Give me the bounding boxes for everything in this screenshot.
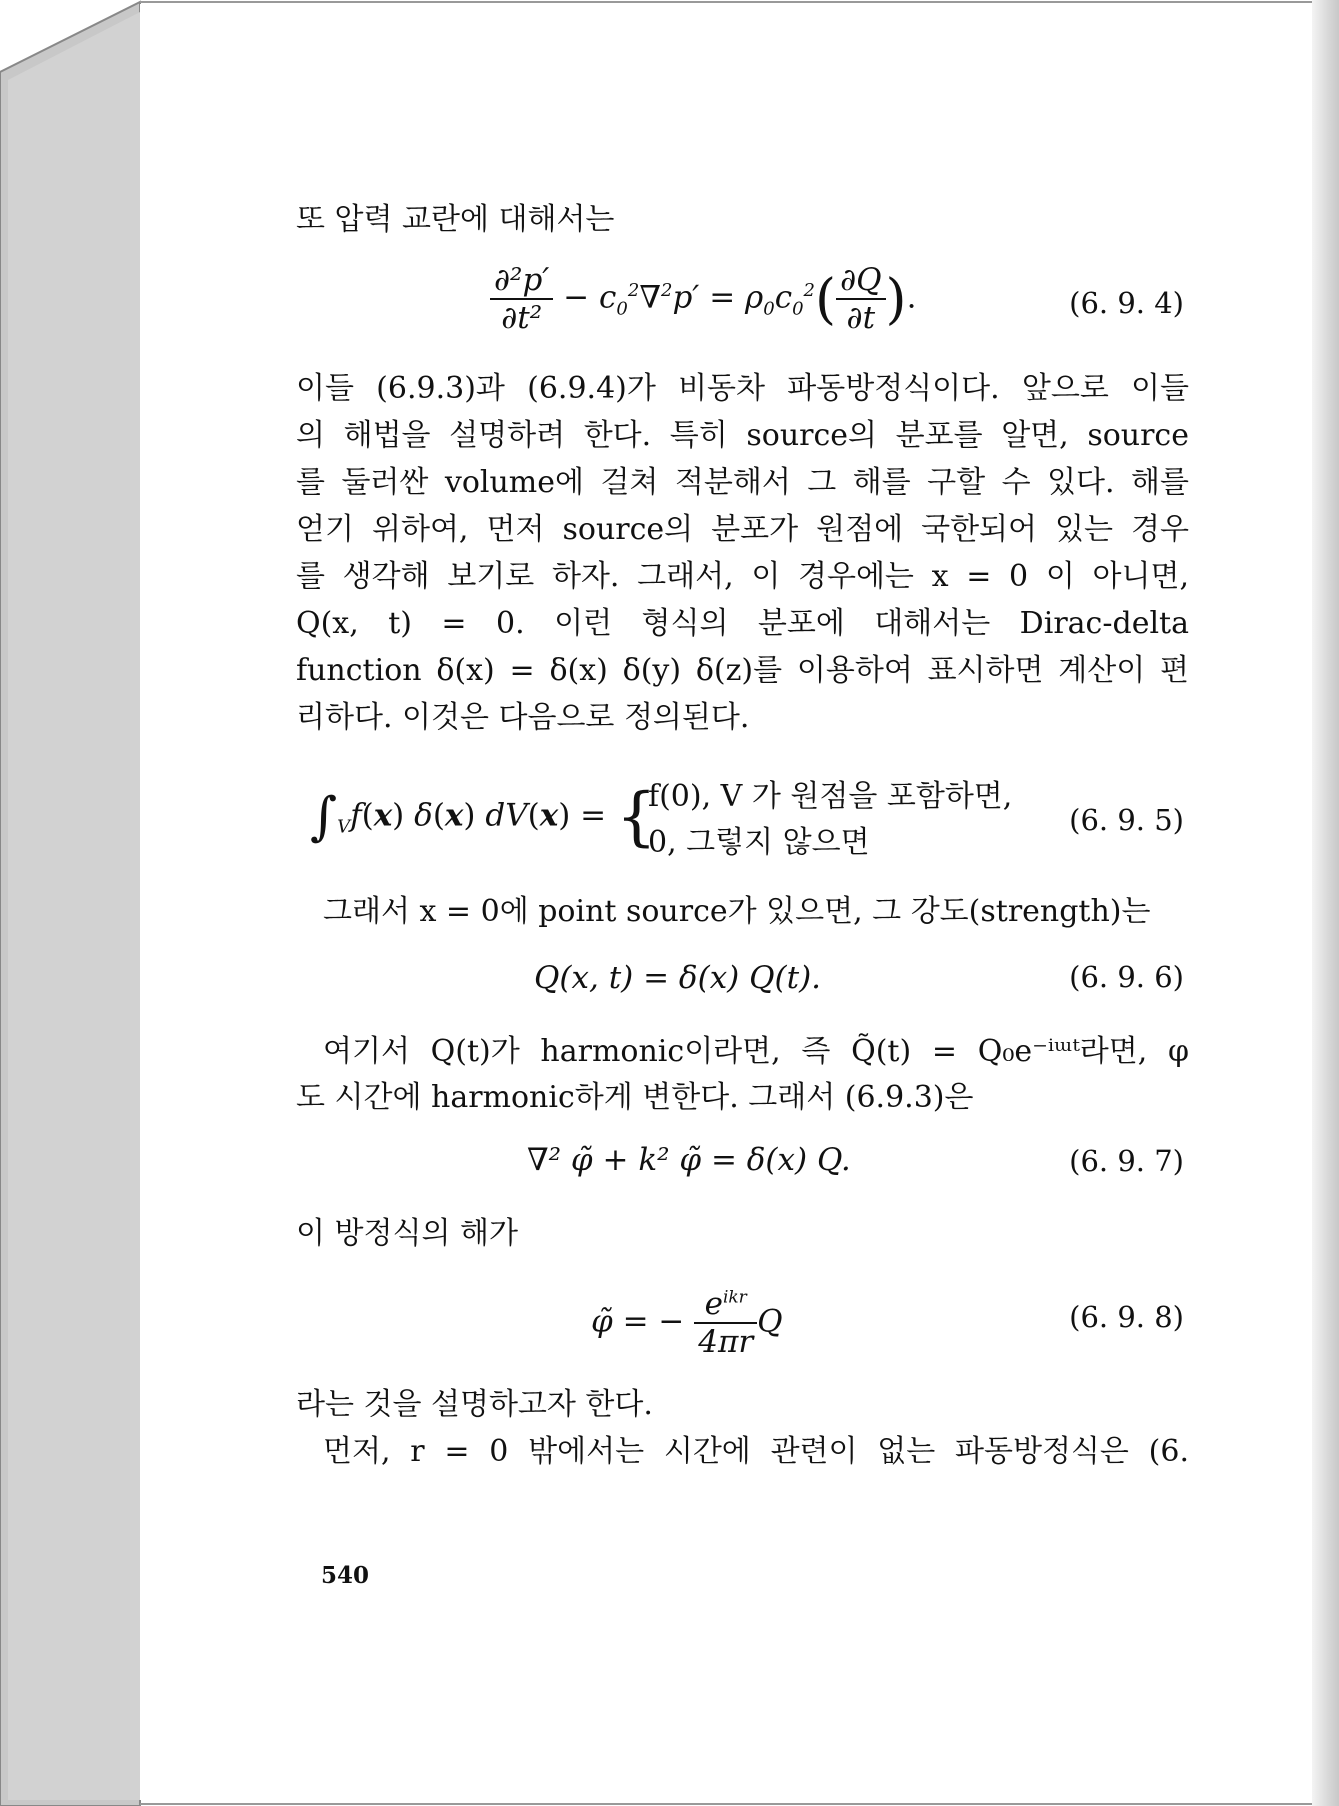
equation-6-9-7: ∇² φ̃ + k² φ̃ = δ(x) Q. bbox=[527, 1142, 851, 1178]
equation-6-9-6: Q(x, t) = δ(x) Q(t). bbox=[534, 960, 822, 996]
case-2: 0, 그렇지 않으면 bbox=[648, 825, 870, 860]
text-line: 여기서 Q(t)가 harmonic이라면, 즉 Q̃(t) = Q₀e⁻ⁱᵚᵗ라면, φ bbox=[323, 1034, 1189, 1069]
text-line: 이들 (6.9.3)과 (6.9.4)가 비동차 파동방정식이다. 앞으로 이들 bbox=[296, 371, 1189, 406]
harmonic-line-1 bbox=[323, 1028, 1189, 1075]
solution-line bbox=[296, 1210, 1189, 1257]
intro-line bbox=[296, 196, 1189, 243]
equation-6-9-8: φ̃ = − $\frac{e^{ikr}}{4\pi r}$ Q bbox=[591, 1286, 783, 1360]
equation-6-9-5: $\int_Vf(x)$ δ(x) dV(x) = { bbox=[310, 780, 657, 854]
page-right-edge bbox=[1312, 0, 1339, 1806]
harmonic-line-2 bbox=[296, 1074, 1189, 1121]
text-line: 그래서 x = 0에 point source가 있으면, 그 강도(strength)는 bbox=[323, 894, 1151, 929]
text-line: 라는 것을 설명하고자 한다. bbox=[296, 1387, 653, 1422]
page-number: 540 bbox=[321, 1562, 370, 1589]
text-line: 리하다. 이것은 다음으로 정의된다. bbox=[296, 700, 750, 735]
case-1: f(0), V 가 원점을 포함하면, bbox=[648, 779, 1013, 814]
equation-cases bbox=[648, 774, 1012, 866]
text-line: Q(x, t) = 0. 이런 형식의 분포에 대해서는 Dirac-delta bbox=[296, 606, 1189, 641]
equation-number: (6. 9. 8) bbox=[1069, 1300, 1184, 1334]
equation-number: (6. 9. 4) bbox=[1069, 286, 1184, 320]
text-line: 먼저, r = 0 밖에서는 시간에 관련이 없는 파동방정식은 (6. bbox=[323, 1434, 1189, 1469]
text-line: 얻기 위하여, 먼저 source의 분포가 원점에 국한되어 있는 경우 bbox=[296, 512, 1189, 547]
text-line: function δ(x) = δ(x) δ(y) δ(z)를 이용하여 표시하면 계산이 편 bbox=[296, 653, 1189, 688]
equation-number: (6. 9. 5) bbox=[1069, 803, 1184, 837]
equation-number: (6. 9. 6) bbox=[1069, 960, 1184, 994]
text-line: 도 시간에 harmonic하게 변한다. 그래서 (6.9.3)은 bbox=[296, 1080, 974, 1115]
text-line: 를 둘러싼 volume에 걸쳐 적분해서 그 해를 구할 수 있다. 해를 bbox=[296, 465, 1189, 500]
point-source-line bbox=[323, 888, 1163, 935]
text-line: 의 해법을 설명하려 한다. 특히 source의 분포를 알면, source bbox=[296, 418, 1189, 453]
text-line: 를 생각해 보기로 하자. 그래서, 이 경우에는 x = 0 이 아니면, bbox=[296, 559, 1189, 594]
paragraph-source bbox=[296, 365, 1189, 741]
equation-number: (6. 9. 7) bbox=[1069, 1144, 1184, 1178]
first-line bbox=[323, 1428, 1189, 1475]
text-line: 이 방정식의 해가 bbox=[296, 1216, 518, 1251]
equation-6-9-4: $\frac{\text{∂²p′}}{\text{∂t²}}$ − $c_0^2\nabla^2p' = \rho_0c_0^2$( $\frac{\partial Q}{\partial t}$ ). bbox=[490, 262, 916, 336]
text-line: 또 압력 교란에 대해서는 bbox=[296, 202, 615, 237]
explain-line bbox=[296, 1381, 1189, 1428]
